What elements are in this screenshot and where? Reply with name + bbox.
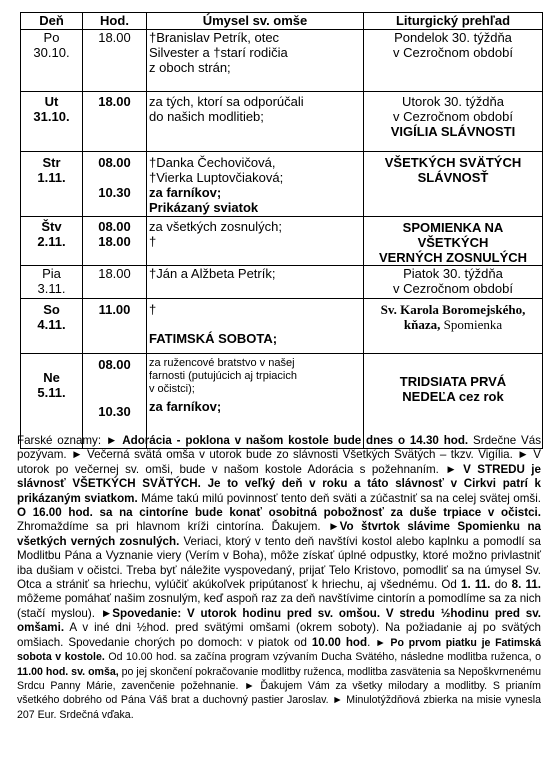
day-name: Ne bbox=[43, 370, 60, 385]
hour-cell bbox=[83, 217, 147, 266]
all-souls-notice: ►Vo štvrtok slávime Spomienku na všetkých verných zosnulých. bbox=[17, 520, 541, 548]
liturgy-line: TRIDSIATA PRVÁ bbox=[399, 374, 507, 389]
liturgy-cell bbox=[364, 299, 543, 354]
parish-announcements bbox=[17, 434, 541, 722]
all-saints-notice: ► V STREDU je slávnosť VŠETKÝCH SVÄTÝCH. Je to veľký deň v roku a táto slávnosť v Cirkvi patrí k prikázaným sviatkom. bbox=[17, 462, 541, 505]
date-from: 1. 11. bbox=[461, 578, 491, 592]
intent-line: Silvester a †starí rodičia bbox=[149, 45, 288, 60]
date-to: 8. 11. bbox=[511, 578, 541, 592]
table-row bbox=[21, 217, 543, 266]
intent-line: farnosti (putujúcich aj trpiacich bbox=[149, 370, 297, 382]
header-liturgy: Liturgický prehľad bbox=[364, 13, 543, 30]
intent-line: za farníkov; bbox=[149, 185, 222, 200]
intent-cell bbox=[147, 152, 364, 217]
announcement-text: do bbox=[490, 578, 512, 592]
intent-cell bbox=[147, 299, 364, 354]
liturgy-line: SLÁVNOSŤ bbox=[417, 170, 489, 185]
hour: 10.30 bbox=[98, 404, 131, 419]
table-header-row bbox=[21, 13, 543, 30]
liturgy-line: NEDEĽA cez rok bbox=[402, 389, 504, 404]
hour: 08.00 bbox=[98, 155, 131, 170]
header-hour: Hod. bbox=[83, 13, 147, 30]
intent-line: †Ján a Alžbeta Petrík; bbox=[149, 266, 276, 281]
schedule-table bbox=[20, 12, 543, 449]
intent-line: za tých, ktorí sa odporúčali bbox=[149, 94, 304, 109]
day-date: 4.11. bbox=[37, 317, 66, 332]
liturgy-rank: Spomienka bbox=[443, 317, 503, 332]
intent-line: Prikázaný sviatok bbox=[149, 200, 259, 215]
day-date: 1.11. bbox=[37, 170, 66, 185]
table-row bbox=[21, 152, 543, 217]
hour: 18.00 bbox=[98, 234, 131, 249]
hour-cell bbox=[83, 92, 147, 152]
day-cell bbox=[21, 152, 83, 217]
bullet: ► bbox=[105, 434, 123, 447]
intent-line: za ružencové bratstvo v našej bbox=[149, 357, 295, 369]
intent-line: do našich modlitieb; bbox=[149, 109, 264, 124]
liturgy-line: v Cezročnom období bbox=[393, 109, 513, 124]
liturgy-line: Pondelok 30. týždňa bbox=[394, 30, 512, 45]
hour: 18.00 bbox=[98, 94, 131, 109]
announcement-text: Od 10.00 hod. sa začína program vzývaním Ducha Svätého, následne modlitba ruženca, o bbox=[104, 651, 541, 664]
day-date: 31.10. bbox=[33, 109, 70, 124]
hour-cell bbox=[83, 299, 147, 354]
day-cell bbox=[21, 266, 83, 299]
intent-line: za farníkov; bbox=[149, 399, 222, 414]
day-cell bbox=[21, 92, 83, 152]
intent-line: za všetkých zosnulých; bbox=[149, 219, 282, 234]
day-name: Pia bbox=[42, 266, 61, 281]
hour: 18.00 bbox=[98, 266, 131, 281]
intent-cell bbox=[147, 217, 364, 266]
intent-cell bbox=[147, 92, 364, 152]
announcement-text: Zhromaždíme sa pri hlavnom kríži cintorína. Ďakujem. bbox=[17, 520, 329, 534]
day-cell bbox=[21, 30, 83, 92]
day-date: 5.11. bbox=[37, 385, 66, 400]
liturgy-line: v Cezročnom období bbox=[393, 45, 513, 60]
day-cell bbox=[21, 299, 83, 354]
table-row bbox=[21, 92, 543, 152]
day-name: Ut bbox=[44, 94, 59, 109]
hour-cell bbox=[83, 266, 147, 299]
intent-line: z oboch strán; bbox=[149, 60, 231, 75]
day-date: 2.11. bbox=[37, 234, 66, 249]
liturgy-line: VŠETKÝCH SVÄTÝCH bbox=[384, 155, 522, 170]
intent-cell bbox=[147, 30, 364, 92]
hour: 11.00 bbox=[98, 302, 131, 317]
day-name: So bbox=[43, 302, 60, 317]
liturgy-line: v Cezročnom období bbox=[393, 281, 513, 296]
liturgy-feast: VIGÍLIA SLÁVNOSTI bbox=[390, 124, 516, 139]
day-date: 3.11. bbox=[37, 281, 66, 296]
liturgy-line: Utorok 30. týždňa bbox=[402, 94, 504, 109]
intent-line: †Danka Čechovičová, bbox=[149, 155, 276, 170]
intent-line: †Vierka Luptovčiaková; bbox=[149, 170, 284, 185]
header-day: Deň bbox=[21, 13, 83, 30]
liturgy-cell bbox=[364, 266, 543, 299]
intent-line: FATIMSKÁ SOBOTA; bbox=[149, 331, 278, 346]
table-row bbox=[21, 30, 543, 92]
adoration-notice: Adorácia - poklona v našom kostole bude dnes o 14.30 hod. bbox=[122, 434, 469, 447]
hour-cell bbox=[83, 30, 147, 92]
table-row bbox=[21, 299, 543, 354]
announcement-text: po jej skončení pokračovanie modlitby ruženca, modlitba zasvätenia sa Nepoškvrnenému Srdcu Panny Márie, zavenčenie požehnanie. ► Ďakujem Vám za všetky milodary a modlitby. S prianím všetkého dobrého od Pána Váš brat a duchovný pastier Jaroslav. ► Minulotýždňová zbierka na misie vynesla 207 Eur. Srdečná vďaka. bbox=[17, 665, 542, 721]
day-name: Po bbox=[43, 30, 60, 45]
announcement-text: Veriaci, ktorý v tento deň navštívi kostol alebo kaplnku a pomodlí sa Modlitbu Pána a Vyznanie viery (Verím v Boha), môže získať úplné odpustky, ktoré možno privlastniť iba dušiam v očistci. Treba byť náležite vyspovedaný, prijať Telo Kristovo, pomodliť sa na úmysel Sv. Otca a strániť sa hriechu, vylúčiť akúkoľvek pripútanosť k hriechu, aj všednému. Od bbox=[17, 534, 541, 592]
liturgy-cell bbox=[364, 217, 543, 266]
hour-cell bbox=[83, 152, 147, 217]
hour: 08.00 bbox=[98, 357, 131, 372]
hour: 18.00 bbox=[98, 30, 131, 45]
table-row bbox=[21, 266, 543, 299]
fatima-notice: ► Po prvom piatku je Fatimská sobota v kostole. bbox=[17, 636, 542, 664]
liturgy-cell bbox=[364, 30, 543, 92]
intent-line: † bbox=[149, 234, 157, 249]
day-name: Štv bbox=[41, 219, 62, 234]
announcement-text: Máme takú milú povinnosť tento deň sväti a zúčastniť sa na celej svätej omši. bbox=[137, 491, 541, 505]
day-cell bbox=[21, 217, 83, 266]
liturgy-cell bbox=[364, 92, 543, 152]
announcements-label: Farské oznamy: bbox=[17, 434, 102, 447]
header-intent: Úmysel sv. omše bbox=[147, 13, 364, 30]
day-name: Str bbox=[42, 155, 61, 170]
day-date: 30.10. bbox=[33, 45, 70, 60]
mass-time: 11.00 hod. sv. omša, bbox=[17, 665, 119, 678]
liturgy-cell bbox=[364, 152, 543, 217]
liturgy-line: Piatok 30. týždňa bbox=[403, 266, 503, 281]
liturgy-saint: Sv. Karola Boromejského, kňaza, bbox=[380, 302, 526, 332]
confession-notice: ►Spovedanie: V utorok hodinu pred sv. omšou. V stredu ½hodinu pred sv. omšami. bbox=[17, 606, 542, 635]
intent-line: † bbox=[149, 302, 157, 317]
announcement-text: môžeme pomáhať našim zosnulým, keď aspoň raz za deň navštívime cintorín a pomodlíme sa za nich (stačí myslou). bbox=[17, 592, 541, 620]
sick-visit-time: 10.00 hod bbox=[311, 635, 368, 649]
liturgy-line: VERNÝCH ZOSNULÝCH bbox=[378, 250, 528, 265]
intent-line: †Branislav Petrík, otec bbox=[149, 30, 280, 45]
announcement-text: . bbox=[367, 635, 376, 649]
announcement-text: A v iné dni ½hod. pred svätými omšami (okrem soboty). Na požiadanie aj po svätých omšiach. Spovedanie chorých po domoch: v piatok od bbox=[17, 621, 541, 649]
liturgy-line: SPOMIENKA NA VŠETKÝCH bbox=[402, 220, 504, 250]
hour: 08.00 bbox=[98, 219, 131, 234]
intent-line: v očistci); bbox=[149, 383, 195, 395]
cemetery-notice: O 16.00 hod. sa na cintoríne bude konať osobitná pobožnosť za duše trpiace v očistci. bbox=[17, 506, 541, 520]
intent-cell bbox=[147, 266, 364, 299]
hour: 10.30 bbox=[98, 185, 131, 200]
announcement-text: Srdečne Vás pozývam. ► Večerná svätá omša v utorok bude zo slávnosti Všetkých Svätých – tkzv. Vigília. ► V utorok po večernej sv. omši, bude v našom kostole Adorácia s požehnaním. bbox=[17, 434, 541, 476]
